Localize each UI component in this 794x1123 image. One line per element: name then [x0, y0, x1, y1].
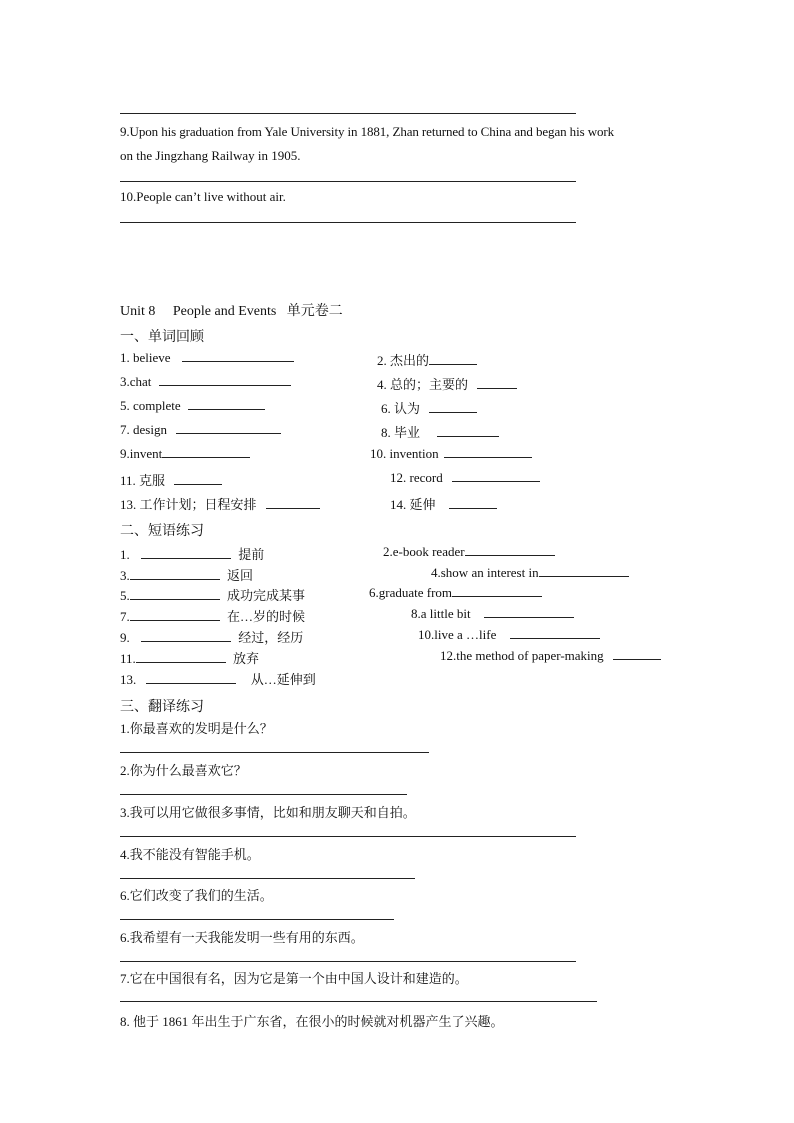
vocab-item: 11. 克服 [120, 470, 222, 489]
answer-blank[interactable] [136, 651, 226, 663]
vocab-item: 5. complete [120, 398, 265, 414]
translation-item: 3.我可以用它做很多事情，比如和朋友聊天和自拍。 [120, 805, 416, 820]
answer-line[interactable] [120, 961, 576, 962]
phrase-item: 2.e-book reader [383, 544, 555, 560]
sentence-10: 10.People can’t live without air. [120, 189, 286, 204]
answer-line[interactable] [120, 181, 576, 182]
answer-blank[interactable] [182, 350, 294, 362]
vocab-item: 10. invention [370, 446, 532, 462]
answer-blank[interactable] [162, 446, 250, 458]
answer-line[interactable] [120, 222, 576, 223]
sentence-9-line1: 9.Upon his graduation from Yale University in 1881, Zhan returned to China and began his work [120, 124, 615, 139]
answer-line[interactable] [120, 752, 429, 753]
translation-item: 6.它们改变了我们的生活。 [120, 888, 273, 903]
answer-blank[interactable] [174, 473, 222, 485]
answer-blank[interactable] [159, 374, 291, 386]
answer-blank[interactable] [437, 425, 499, 437]
answer-line[interactable] [120, 836, 576, 837]
vocab-item: 12. record [390, 470, 540, 486]
answer-blank[interactable] [484, 606, 574, 618]
phrase-item: 4.show an interest in [431, 565, 629, 581]
sentence-9-line2: on the Jingzhang Railway in 1905. [120, 148, 301, 163]
phrase-item: 11. 放弃 [120, 651, 260, 666]
translation-item: 8. 他于 1861 年出生于广东省，在很小的时候就对机器产生了兴趣。 [120, 1014, 504, 1029]
phrase-item: 12.the method of paper-making [440, 648, 661, 664]
answer-line[interactable] [120, 113, 576, 114]
vocab-item: 3.chat [120, 374, 291, 390]
section-2-title: 二、短语练习 [120, 524, 204, 539]
vocab-item: 6. 认为 [381, 398, 477, 417]
answer-blank[interactable] [188, 398, 265, 410]
answer-blank[interactable] [477, 377, 517, 389]
phrase-item: 1. 提前 [120, 547, 265, 562]
vocab-item: 13. 工作计划；日程安排 [120, 494, 320, 513]
phrase-item: 3. 返回 [120, 568, 254, 583]
vocab-item: 9.invent [120, 446, 250, 462]
answer-blank[interactable] [146, 672, 236, 684]
answer-blank[interactable] [452, 585, 542, 597]
phrase-item: 9. 经过，经历 [120, 630, 304, 645]
unit-title: Unit 8 People and Events 单元卷二 [120, 304, 343, 319]
answer-blank[interactable] [130, 568, 220, 580]
vocab-item: 8. 毕业 [381, 422, 499, 441]
vocab-item: 7. design [120, 422, 281, 438]
answer-blank[interactable] [449, 497, 497, 509]
phrase-item: 10.live a …life [418, 627, 600, 643]
phrase-item: 6.graduate from [369, 585, 542, 601]
answer-blank[interactable] [429, 401, 477, 413]
answer-line[interactable] [120, 794, 407, 795]
section-3-title: 三、翻译练习 [120, 700, 204, 715]
answer-blank[interactable] [465, 544, 555, 556]
translation-item: 4.我不能没有智能手机。 [120, 847, 260, 862]
phrase-item: 8.a little bit [411, 606, 574, 622]
translation-item: 2.你为什么最喜欢它？ [120, 763, 247, 778]
section-1-title: 一、单词回顾 [120, 330, 204, 345]
answer-blank[interactable] [429, 353, 477, 365]
answer-line[interactable] [120, 919, 394, 920]
answer-line[interactable] [120, 878, 415, 879]
answer-blank[interactable] [444, 446, 532, 458]
answer-blank[interactable] [141, 547, 231, 559]
vocab-item: 1. believe [120, 350, 294, 366]
phrase-item: 7. 在…岁的时候 [120, 609, 306, 624]
answer-blank[interactable] [452, 470, 540, 482]
translation-item: 1.你最喜欢的发明是什么？ [120, 721, 273, 736]
vocab-item: 2. 杰出的 [377, 350, 477, 369]
answer-blank[interactable] [266, 497, 320, 509]
translation-item: 6.我希望有一天我能发明一些有用的东西。 [120, 930, 364, 945]
answer-blank[interactable] [613, 648, 661, 660]
translation-item: 7.它在中国很有名，因为它是第一个由中国人设计和建造的。 [120, 971, 468, 986]
answer-blank[interactable] [176, 422, 281, 434]
phrase-item: 5. 成功完成某事 [120, 588, 306, 603]
answer-line[interactable] [120, 1001, 597, 1002]
vocab-item: 4. 总的；主要的 [377, 374, 517, 393]
answer-blank[interactable] [141, 630, 231, 642]
answer-blank[interactable] [130, 609, 220, 621]
answer-blank[interactable] [539, 565, 629, 577]
answer-blank[interactable] [130, 588, 220, 600]
vocab-item: 14. 延伸 [390, 494, 497, 513]
phrase-item: 13. 从…延伸到 [120, 672, 316, 687]
answer-blank[interactable] [510, 627, 600, 639]
